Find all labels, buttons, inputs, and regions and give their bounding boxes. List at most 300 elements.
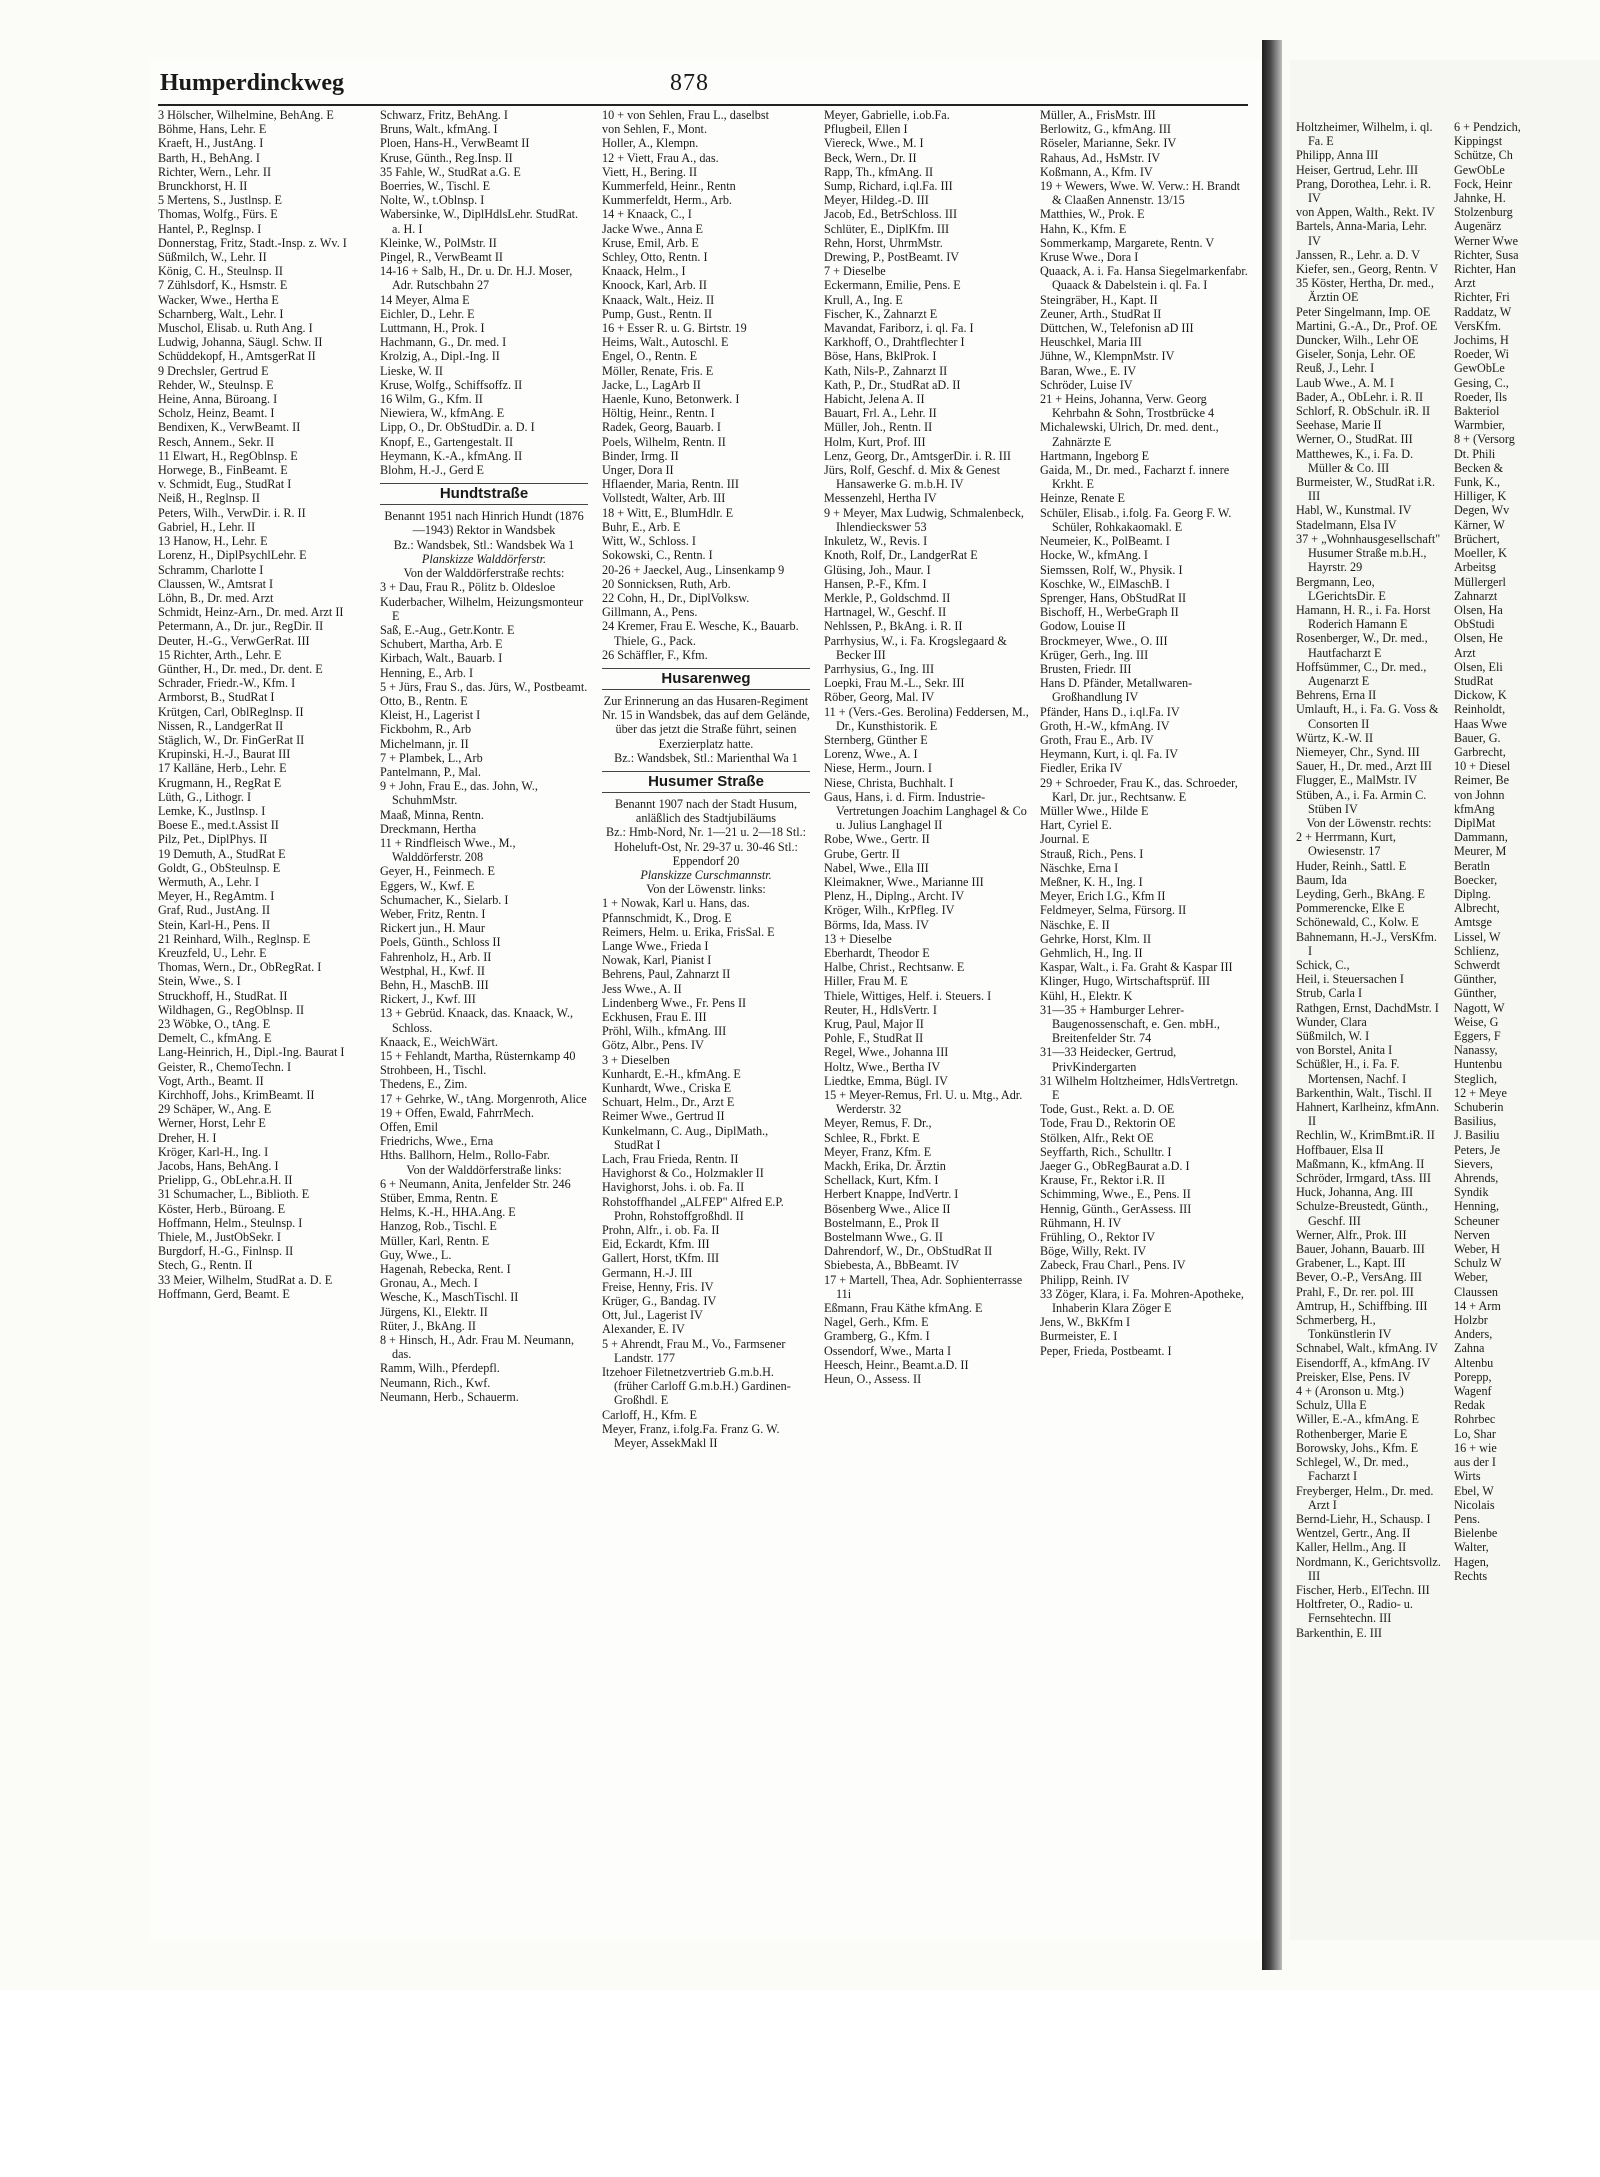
directory-entry: Rüter, J., BkAng. II — [380, 1318, 476, 1333]
directory-entry: Hflaender, Maria, Rentn. III — [602, 477, 739, 492]
directory-entry: Alexander, E. IV — [602, 1322, 685, 1337]
directory-entry: Thedens, E., Zim. — [380, 1077, 468, 1092]
directory-entry: Bauer, Johann, Bauarb. III — [1296, 1242, 1425, 1257]
directory-entry: 24 Kremer, Frau E. Wesche, K., Bauarb. Thiele, G., Pack. — [602, 619, 799, 648]
directory-entry: Parrhysius, G., Ing. III — [824, 661, 935, 676]
directory-entry: Strub, Carla I — [1296, 986, 1363, 1001]
directory-entry: Sommerkamp, Margarete, Rentn. V — [1040, 235, 1215, 250]
directory-entry: Brusten, Friedr. III — [1040, 661, 1132, 676]
directory-entry: Peter Singelmann, Imp. OE — [1296, 304, 1431, 319]
directory-entry: Lipp, O., Dr. ObStudDir. a. D. I — [380, 420, 535, 435]
directory-entry: 7 Zühlsdorf, K., Hsmstr. E — [158, 278, 288, 293]
directory-entry: Mavandat, Fariborz, i. ql. Fa. I — [824, 321, 974, 336]
directory-column-3 — [602, 108, 810, 1928]
directory-entry: 23 Wöbke, O., tAng. E — [158, 1017, 271, 1031]
directory-entry: Boese E., med.t.Assist II — [158, 818, 279, 833]
directory-entry: Sprenger, Hans, ObStudRat II — [1040, 590, 1187, 605]
directory-entry: Philipp, Anna III — [1296, 148, 1379, 163]
directory-entry: Steglich, — [1454, 1071, 1497, 1086]
directory-entry: Schimming, Wwe., E., Pens. II — [1040, 1187, 1191, 1202]
directory-entry: Bever, O.-P., VersAng. III — [1296, 1270, 1422, 1285]
directory-entry: 15 + Fehlandt, Martha, Rüsternkamp 40 — [380, 1049, 576, 1063]
directory-entry: Rothenberger, Marie E — [1296, 1426, 1408, 1441]
directory-entry: Hoffmann, Helm., Steulnsp. I — [158, 1215, 303, 1230]
directory-entry: Borowsky, Johs., Kfm. E — [1296, 1440, 1419, 1455]
directory-entry: Schuart, Helm., Dr., Arzt E — [602, 1095, 735, 1110]
directory-entry: Rahaus, Ad., HsMstr. IV — [1040, 150, 1161, 165]
directory-entry: Porepp, — [1454, 1369, 1492, 1384]
street-note: Von der Walddörferstraße links: — [406, 1162, 562, 1177]
directory-entry: Düttchen, W., Telefonisn aD III — [1040, 321, 1194, 336]
directory-entry: Niemeyer, Chr., Synd. III — [1296, 744, 1420, 759]
directory-entry: König, C. H., Steulnsp. II — [158, 264, 283, 279]
directory-entry: Hiller, Frau M. E — [824, 974, 908, 989]
directory-entry: StudRat — [1454, 673, 1494, 688]
directory-entry: Vogt, Arth., Beamt. II — [158, 1073, 264, 1088]
directory-entry: 5 Mertens, S., Justlnsp. E — [158, 193, 282, 208]
directory-entry: Beratln — [1454, 858, 1490, 873]
directory-entry: Wesche, K., MaschTischl. II — [380, 1290, 519, 1305]
directory-entry: Reuß, J., Lehr. I — [1296, 361, 1375, 376]
directory-entry: Messenzehl, Hertha IV — [824, 491, 937, 506]
directory-entry: Lo, Shar — [1454, 1426, 1496, 1441]
directory-entry: Bergmann, Leo, LGerichtsDir. E — [1296, 574, 1386, 603]
directory-entry: Inkuletz, W., Revis. I — [824, 534, 928, 549]
directory-entry: Pantelmann, P., Mal. — [380, 764, 481, 779]
directory-entry: Preisker, Else, Pens. IV — [1296, 1369, 1411, 1384]
directory-entry: Stüben, A., i. Fa. Armin C. Stüben IV — [1296, 787, 1427, 816]
directory-entry: 15 + Meyer-Remus, Frl. U. u. Mtg., Adr. Werderstr. 32 — [824, 1088, 1023, 1117]
directory-entry: Quaack, A. i. Fa. Hansa Siegelmarkenfabr. Quaack & Dabelstein i. ql. Fa. I — [1040, 264, 1248, 293]
directory-entry: Böhme, Hans, Lehr. E — [158, 122, 267, 137]
directory-entry: Peters, Je — [1454, 1142, 1501, 1157]
directory-entry: von Appen, Walth., Rekt. IV — [1296, 205, 1435, 220]
directory-entry: Boerries, W., Tischl. E — [380, 179, 491, 194]
directory-entry: Krupinski, H.-J., Baurat III — [158, 747, 291, 762]
directory-entry: Heesch, Heinr., Beamt.a.D. II — [824, 1357, 969, 1372]
directory-entry: Huntenbu — [1454, 1057, 1503, 1072]
directory-entry: Müller, A., FrisMstr. III — [1040, 108, 1156, 122]
directory-entry: Heims, Walt., Autoschl. E — [602, 335, 729, 350]
directory-entry: Parrhysius, W., i. Fa. Krogslegaard & Becker III — [824, 633, 1007, 662]
directory-entry: Nabel, Wwe., Ella III — [824, 860, 929, 875]
directory-entry: Diplng. — [1454, 886, 1491, 901]
directory-entry: Wagenf — [1454, 1384, 1492, 1399]
directory-entry: Bauart, Frl. A., Lehr. II — [824, 406, 937, 421]
directory-entry: VersKfm. — [1454, 318, 1502, 333]
directory-entry: Schmidt, Heinz-Arn., Dr. med. Arzt II — [158, 605, 344, 620]
directory-entry: 1 + Nowak, Karl u. Hans, das. — [602, 896, 750, 911]
directory-entry: Holtz, Wwe., Bertha IV — [824, 1059, 941, 1074]
directory-entry: Fischer, K., Zahnarzt E — [824, 306, 938, 321]
directory-entry: Scholz, Heinz, Beamt. I — [158, 406, 275, 421]
directory-entry: Amtrup, H., Schiffbing. III — [1296, 1298, 1428, 1313]
directory-entry: Hilliger, K — [1454, 489, 1507, 504]
directory-entry: Nicolais — [1454, 1497, 1495, 1512]
directory-entry: Binder, Irmg. II — [602, 448, 679, 463]
directory-entry: Giseler, Sonja, Lehr. OE — [1296, 347, 1416, 362]
directory-entry: Hths. Ballhorn, Helm., Rollo-Fabr. — [380, 1148, 550, 1163]
directory-entry: Schüler, Elisab., i.folg. Fa. Georg F. W. Schüler, Rohkakaomakl. E — [1040, 505, 1232, 534]
directory-entry: Frühling, O., Rektor IV — [1040, 1230, 1156, 1245]
directory-entry: Kath, Nils-P., Zahnarzt II — [824, 363, 948, 378]
directory-entry: Mackh, Erika, Dr. Ärztin — [824, 1159, 946, 1174]
directory-entry: Pröhl, Wilh., kfmAng. III — [602, 1024, 727, 1039]
directory-entry: Kiefer, sen., Georg, Rentn. V — [1296, 262, 1439, 277]
directory-entry: Schulz, Ulla E — [1296, 1398, 1367, 1413]
directory-entry: Müller, Joh., Rentn. II — [824, 420, 933, 435]
directory-entry: Nissen, R., LandgerRat II — [158, 718, 284, 733]
directory-entry: Günther, H., Dr. med., Dr. dent. E — [158, 661, 323, 676]
directory-entry: Würtz, K.-W. II — [1296, 730, 1374, 745]
directory-entry: 22 Cohn, H., Dr., DiplVolksw. — [602, 590, 750, 605]
directory-entry: Jochims, H — [1454, 333, 1509, 348]
directory-entry: Nehlssen, P., BkAng. i. R. II — [824, 619, 963, 634]
directory-entry: Bischoff, H., WerbeGraph II — [1040, 605, 1179, 620]
directory-entry: 29 + Schroeder, Frau K., das. Schroeder, Karl, Dr. jur., Rechtsanw. E — [1040, 775, 1238, 804]
directory-entry: Schlee, R., Fbrkt. E — [824, 1130, 920, 1145]
directory-entry: 2 + Herrmann, Kurt, Owiesenstr. 17 — [1296, 830, 1396, 859]
directory-entry: Otto, B., Rentn. E — [380, 693, 468, 708]
directory-entry: Ploen, Hans-H., VerwBeamt II — [380, 136, 530, 151]
directory-entry: Gehrke, Horst, Klm. II — [1040, 931, 1152, 946]
directory-entry: 17 + Gehrke, W., tAng. Morgenroth, Alice — [380, 1091, 587, 1106]
directory-entry: Börms, Ida, Mass. IV — [824, 917, 929, 932]
directory-entry: Neiß, H., Reglnsp. II — [158, 491, 260, 506]
directory-entry: Rehn, Horst, UhrmMstr. — [824, 235, 943, 250]
directory-entry: Friedrichs, Wwe., Erna — [380, 1134, 494, 1149]
directory-entry: J. Basiliu — [1454, 1128, 1500, 1143]
running-head: Humperdinckweg — [160, 70, 345, 96]
directory-entry: Müllergerl — [1454, 574, 1506, 589]
directory-entry: 33 Zöger, Klara, i. Fa. Mohren-Apotheke, Inhaberin Klara Zöger E — [1040, 1286, 1244, 1316]
directory-entry: Henning, — [1454, 1199, 1500, 1214]
directory-entry: Günther, — [1454, 986, 1497, 1001]
directory-entry: Zahnarzt — [1454, 588, 1498, 603]
directory-entry: 5 + Jürs, Frau S., das. Jürs, W., Postbeamt. — [380, 679, 588, 694]
directory-entry: Süßmilch, W. I — [1296, 1029, 1370, 1043]
directory-entry: Meyer, Gabrielle, i.ob.Fa. — [824, 108, 950, 122]
directory-entry: Sauer, H., Dr. med., Arzt III — [1296, 759, 1432, 774]
directory-entry: Schuberin — [1454, 1100, 1504, 1115]
directory-entry: Ebel, W — [1454, 1483, 1494, 1498]
directory-entry: Viett, H., Bering. II — [602, 164, 698, 179]
directory-entry: Reuter, H., HdlsVertr. I — [824, 1002, 937, 1017]
directory-entry: Hachmann, G., Dr. med. I — [380, 335, 507, 350]
directory-entry: Tode, Gust., Rekt. a. D. OE — [1040, 1102, 1175, 1117]
directory-entry: Hantel, P., Reglnsp. I — [158, 221, 262, 236]
street-note: Von der Walddörferstraße rechts: — [403, 566, 565, 581]
directory-entry: Hennig, Günth., GerAssess. III — [1040, 1201, 1192, 1216]
directory-entry: Barkenthin, Walt., Tischl. II — [1296, 1085, 1432, 1100]
directory-entry: Nerven — [1454, 1227, 1490, 1242]
directory-entry: Buhr, E., Arb. E — [602, 519, 681, 534]
directory-entry: Liedtke, Emma, Bügl. IV — [824, 1073, 948, 1088]
directory-entry: Arzt — [1454, 645, 1476, 660]
directory-entry: Altenbu — [1454, 1355, 1494, 1370]
directory-entry: 14 + Knaack, C., I — [602, 207, 692, 222]
directory-entry: Jens, W., BkKfm I — [1040, 1315, 1131, 1330]
directory-entry: Meurer, M — [1454, 844, 1507, 859]
directory-entry: Grabener, L., Kapt. III — [1296, 1256, 1406, 1271]
directory-entry: Schulz W — [1454, 1256, 1502, 1271]
directory-entry: Sump, Richard, i.ql.Fa. III — [824, 179, 953, 194]
directory-entry: Stäglich, W., Dr. FinGerRat II — [158, 732, 305, 747]
directory-entry: Neumann, Herb., Schauerm. — [380, 1389, 519, 1404]
directory-entry: Schlüter, E., DiplKfm. III — [824, 221, 950, 236]
directory-entry: Burmeister, W., StudRat i.R. III — [1296, 475, 1435, 504]
directory-entry: Stein, Karl-H., Pens. II — [158, 917, 271, 932]
directory-entry: Lange Wwe., Frieda I — [602, 938, 709, 953]
directory-entry: 20-26 + Jaeckel, Aug., Linsenkamp 9 — [602, 562, 785, 577]
directory-entry: Heil, i. Steuersachen I — [1296, 972, 1404, 987]
directory-entry: Siemssen, Rolf, W., Physik. I — [1040, 562, 1183, 577]
directory-entry: Meyer, Remus, F. Dr., — [824, 1116, 932, 1131]
directory-entry: Witt, W., Schloss. I — [602, 534, 696, 549]
directory-entry: Schröder, Luise IV — [1040, 377, 1133, 392]
directory-entry: Meyer, H., RegAmtm. I — [158, 889, 275, 904]
directory-entry: 14 + Arm — [1454, 1298, 1501, 1313]
directory-entry: Müller Wwe., Hilde E — [1040, 803, 1149, 818]
directory-entry: Nowak, Karl, Pianist I — [602, 953, 712, 968]
directory-entry: Seehase, Marie II — [1296, 418, 1382, 433]
directory-entry: Claussen, W., Amtsrat I — [158, 576, 274, 591]
directory-entry: Jacob, Ed., BetrSchloss. III — [824, 207, 958, 222]
directory-entry: Arbeitsg — [1454, 560, 1496, 575]
directory-entry: Havighorst & Co., Holzmakler II — [602, 1166, 764, 1181]
directory-entry: Resch, Annem., Sekr. II — [158, 434, 275, 449]
directory-entry: Henning, E., Arb. I — [380, 665, 474, 680]
directory-entry: Olsen, He — [1454, 631, 1503, 646]
directory-entry: Hartmann, Ingeborg E — [1040, 448, 1150, 463]
directory-entry: Armborst, B., StudRat I — [158, 690, 275, 705]
directory-entry: Richter, Susa — [1454, 247, 1519, 262]
directory-entry: Grube, Gertr. II — [824, 846, 900, 861]
directory-entry: Jacke, L., LagArb II — [602, 377, 701, 392]
directory-entry: Hartnagel, W., Geschf. II — [824, 605, 947, 620]
directory-entry: Bakteriol — [1454, 404, 1500, 419]
directory-entry: Knaack, Walt., Heiz. II — [602, 292, 715, 307]
directory-entry: Kunhardt, Wwe., Criska E — [602, 1081, 732, 1095]
directory-entry: 12 + Viett, Frau A., das. — [602, 150, 719, 165]
directory-entry: Schley, Otto, Rentn. I — [602, 250, 708, 265]
directory-entry: 7 + Dieselbe — [824, 264, 886, 279]
directory-entry: Schüddekopf, H., AmtsgerRat II — [158, 349, 316, 364]
directory-entry: Kruse, Günth., Reg.Insp. II — [380, 150, 513, 165]
directory-entry: Prahl, F., Dr. rer. pol. III — [1296, 1284, 1414, 1299]
directory-entry: Böse, Hans, BklProk. I — [824, 349, 937, 364]
directory-entry: Hansen, P.-F., Kfm. I — [824, 576, 927, 591]
directory-entry: Rehder, W., Steulnsp. E — [158, 377, 274, 392]
directory-entry: Umlauft, H., i. Fa. G. Voss & Consorten II — [1296, 702, 1439, 731]
directory-entry: Martini, G.-A., Dr., Prof. OE — [1296, 318, 1438, 333]
directory-entry: Stölken, Alfr., Rekt OE — [1040, 1130, 1154, 1145]
directory-entry: Hagen, — [1454, 1554, 1489, 1569]
directory-entry: Westphal, H., Kwf. II — [380, 963, 485, 978]
directory-entry: Bader, A., ObLehr. i. R. II — [1296, 389, 1424, 404]
directory-entry: Havighorst, Johs. i. ob. Fa. II — [602, 1180, 745, 1195]
directory-entry: Feldmeyer, Selma, Fürsorg. II — [1040, 903, 1187, 918]
directory-entry: Kleist, H., Lagerist I — [380, 708, 481, 723]
directory-entry: Stein, Wwe., S. I — [158, 974, 241, 989]
directory-entry: Wentzel, Gertr., Ang. II — [1296, 1526, 1411, 1541]
directory-entry: Ahrends, — [1454, 1171, 1499, 1186]
directory-entry: Meyer, Franz, Kfm. E — [824, 1144, 932, 1159]
directory-entry: Roeder, Wi — [1454, 347, 1509, 362]
directory-entry: Moeller, K — [1454, 546, 1507, 561]
directory-entry: 15 Richter, Arth., Lehr. E — [158, 647, 282, 662]
directory-entry: Olsen, Ha — [1454, 602, 1503, 617]
directory-entry: Horwege, B., FinBeamt. E — [158, 463, 288, 478]
directory-entry: Meyer, Erich I.G., Kfm II — [1040, 889, 1166, 904]
directory-entry: Dickow, K — [1454, 688, 1507, 703]
directory-entry: Ossendorf, Wwe., Marta I — [824, 1343, 952, 1358]
directory-entry: 33 Meier, Wilhelm, StudRat a. D. E — [158, 1272, 333, 1287]
directory-entry: Neumeier, K., PolBeamt. I — [1040, 534, 1170, 549]
directory-entry: Groth, Frau E., Arb. IV — [1040, 732, 1154, 747]
directory-entry: Syndik — [1454, 1185, 1489, 1200]
directory-entry: 7 + Plambek, L., Arb — [380, 750, 483, 765]
directory-entry: Jürgens, Kl., Elektr. II — [380, 1304, 488, 1319]
directory-entry: 13 + Gebrüd. Knaack, das. Knaack, W., Schloss. — [380, 1006, 574, 1035]
directory-entry: Kirchhoff, Johs., KrimBeamt. II — [158, 1088, 315, 1103]
directory-entry: Behn, H., MaschB. III — [380, 977, 489, 992]
directory-entry: Ramm, Wilh., Pferdepfl. — [380, 1361, 500, 1376]
directory-entry: Rechts — [1454, 1568, 1488, 1583]
directory-entry: Röber, Georg, Mal. IV — [824, 690, 935, 705]
directory-entry: Dammann, — [1454, 830, 1508, 845]
directory-entry: Holtzheimer, Wilhelm, i. ql. Fa. E — [1296, 120, 1433, 149]
directory-entry: ObStudi — [1454, 617, 1495, 632]
directory-entry: Eggers, F — [1454, 1029, 1501, 1043]
directory-entry: 18 + Witt, E., BlumHdlr. E — [602, 505, 734, 520]
directory-entry: Richter, Fri — [1454, 290, 1510, 305]
directory-entry: Kleinke, W., PolMstr. II — [380, 235, 497, 250]
directory-entry: Schulze-Breustedt, Günth., Geschf. III — [1296, 1199, 1429, 1228]
directory-entry: Sievers, — [1454, 1156, 1493, 1171]
directory-entry: Matthewes, K., i. Fa. D. Müller & Co. III — [1296, 446, 1414, 475]
directory-entry: Heiser, Gertrud, Lehr. III — [1296, 162, 1419, 177]
directory-entry: Struckhoff, H., StudRat. II — [158, 988, 288, 1003]
directory-entry: Garbrecht, — [1454, 744, 1506, 759]
directory-column-1 — [158, 108, 366, 1928]
street-note: Von der Löwenstr. links: — [646, 882, 766, 897]
directory-entry: Berlowitz, G., kfmAng. III — [1040, 122, 1171, 137]
directory-entry: 16 + wie — [1454, 1440, 1497, 1455]
directory-entry: Robe, Wwe., Gertr. II — [824, 832, 930, 847]
directory-entry: Krütgen, Carl, OblReglnsp. II — [158, 704, 304, 719]
directory-entry: Gronau, A., Mech. I — [380, 1276, 478, 1291]
directory-entry: Geister, R., ChemoTechn. I — [158, 1059, 292, 1074]
directory-entry: Philipp, Reinh. IV — [1040, 1272, 1130, 1287]
directory-entry: Nagott, W — [1454, 1000, 1505, 1015]
directory-entry: Lemke, K., Justlnsp. I — [158, 803, 266, 818]
directory-entry: Möller, Renate, Fris. E — [602, 363, 714, 378]
directory-entry: Röseler, Marianne, Sekr. IV — [1040, 136, 1177, 151]
directory-entry: Schrader, Friedr.-W., Kfm. I — [158, 676, 296, 691]
directory-entry: Meßner, K. H., Ing. I — [1040, 874, 1143, 889]
directory-entry: Stolzenburg — [1454, 205, 1513, 220]
directory-entry: Eichler, D., Lehr. E — [380, 306, 475, 321]
directory-entry: Poels, Wilhelm, Rentn. II — [602, 434, 726, 449]
directory-entry: Kruse Wwe., Dora I — [1040, 250, 1139, 265]
directory-entry: 11 Elwart, H., RegOblnsp. E — [158, 448, 298, 463]
directory-entry: Dt. Phili — [1454, 446, 1496, 461]
directory-entry: Scharnberg, Walt., Lehr. I — [158, 306, 284, 321]
directory-entry: Gaus, Hans, i. d. Firm. Industrie-Vertretungen Joachim Langhagel & Co u. Julius Langhagel II — [824, 789, 1027, 833]
directory-entry: Dreckmann, Hertha — [380, 821, 477, 836]
directory-entry: Hart, Cyriel E. — [1040, 818, 1112, 833]
directory-entry: Merkle, P., Goldschmd. II — [824, 590, 951, 605]
directory-entry: Müller, Karl, Rentn. E — [380, 1233, 490, 1248]
directory-entry: Huder, Reinh., Sattl. E — [1296, 858, 1407, 873]
directory-entry: 8 + (Versorg — [1454, 432, 1515, 447]
street-note: Planskizze Curschmannstr. — [640, 867, 772, 882]
directory-entry: Rickert jun., H. Maur — [380, 921, 485, 936]
directory-entry: Eckhusen, Frau E. III — [602, 1009, 707, 1024]
directory-entry: Germann, H.-J. III — [602, 1265, 693, 1280]
directory-entry: Heymann, Kurt, i. ql. Fa. IV — [1040, 747, 1179, 762]
directory-entry: Kath, P., Dr., StudRat aD. II — [824, 377, 961, 392]
directory-entry: Tode, Frau D., Rektorin OE — [1040, 1116, 1176, 1131]
directory-entry: Meyer, Franz, i.folg.Fa. Franz G. W. Meyer, AssekMakl II — [602, 1421, 780, 1451]
directory-entry: Viereck, Wwe., M. I — [824, 136, 924, 151]
directory-entry: 5 + Ahrendt, Frau M., Vo., Farmsener Landstr. 177 — [602, 1336, 786, 1365]
right-page — [1290, 60, 1600, 1940]
directory-entry: Matthies, W., Prok. E — [1040, 207, 1145, 222]
directory-entry: Stech, G., Rentn. II — [158, 1258, 253, 1273]
directory-entry: 9 + Meyer, Max Ludwig, Schmalenbeck, Ihlendieckswег 53 — [824, 505, 1024, 534]
directory-entry: Brockmeyer, Wwe., O. III — [1040, 633, 1168, 648]
directory-entry: Gramberg, G., Kfm. I — [824, 1329, 930, 1344]
directory-entry: Krug, Paul, Major II — [824, 1017, 924, 1031]
directory-entry: Kunkelmann, C. Aug., DiplMath., StudRat I — [602, 1123, 769, 1152]
directory-entry: Fiedler, Erika IV — [1040, 761, 1123, 776]
directory-entry: 19 + Wewers, Wwe. W. Verw.: H. Brandt & Claaßen Annenstr. 13/15 — [1040, 179, 1241, 208]
directory-entry: Krüger, Gerh., Ing. III — [1040, 647, 1149, 662]
directory-entry: Kärner, W — [1454, 517, 1505, 532]
directory-entry: Bendixen, K., VerwBeamt. II — [158, 420, 301, 435]
directory-entry: Bostelmann, E., Prok II — [824, 1215, 940, 1230]
directory-entry: Hanzog, Rob., Tischl. E — [380, 1219, 497, 1234]
directory-entry: Niewiera, W., kfmAng. E — [380, 406, 505, 421]
directory-entry: 10 + Diesel — [1454, 759, 1511, 774]
directory-entry: Ludwig, Johanna, Säugl. Schw. II — [158, 335, 323, 350]
directory-entry: Drewing, P., PostBeamt. IV — [824, 250, 960, 265]
directory-entry: 31—33 Heidecker, Gertrud, PrivKindergarten — [1040, 1045, 1177, 1074]
directory-entry: Godow, Louise II — [1040, 619, 1126, 634]
directory-entry: Weber, H — [1454, 1242, 1500, 1257]
directory-entry: Ott, Jul., Lagerist IV — [602, 1308, 703, 1323]
directory-entry: Peper, Frieda, Postbeamt. I — [1040, 1343, 1172, 1358]
directory-entry: Schlorf, R. ObSchulr. iR. II — [1296, 404, 1431, 419]
directory-column-4 — [824, 108, 1032, 1928]
directory-entry: Behrens, Erna II — [1296, 688, 1377, 703]
directory-entry: Rechlin, W., KrimBmt.iR. II — [1296, 1128, 1435, 1143]
directory-entry: Günther, — [1454, 972, 1497, 987]
directory-entry: Schwarz, Fritz, BehAng. I — [380, 108, 508, 122]
directory-entry: Kippingst — [1454, 134, 1503, 149]
right-page-column-1 — [1296, 120, 1442, 1940]
directory-entry: Bahnemann, H.-J., VersKfm. I — [1296, 929, 1437, 958]
directory-entry: 31 Schumacher, L., Biblioth. E — [158, 1187, 310, 1202]
directory-entry: Krolzig, A., Dipl.-Ing. II — [380, 349, 500, 364]
directory-entry: Pump, Gust., Rentn. II — [602, 306, 713, 321]
street-heading: Husarenweg — [602, 668, 810, 690]
directory-entry: Nolte, W., t.Oblnsp. I — [380, 193, 485, 208]
directory-entry: GewObLe — [1454, 162, 1505, 177]
directory-entry: Herbert Knappe, IndVertr. I — [824, 1187, 959, 1202]
